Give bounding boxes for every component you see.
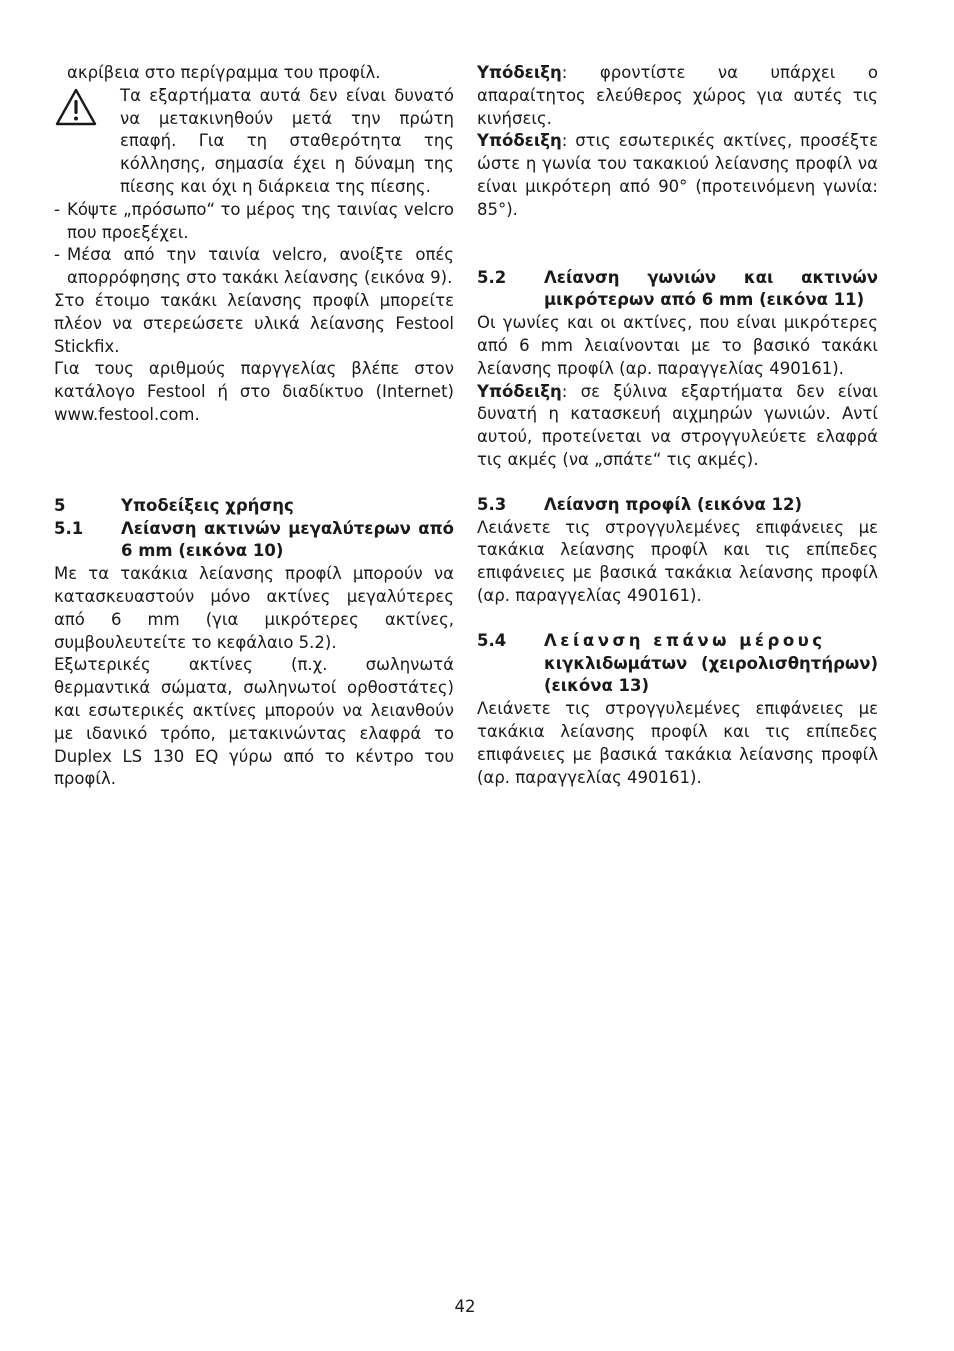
paragraph-5-2: Οι γωνίες και οι ακτίνες, που είναι μικρότερες από 6 mm λειαίνονται με το βασικό τακάκι λείανσης προφίλ (αρ. παραγγελίας 490161).: [477, 313, 878, 378]
list-item-text: Κόψτε „πρόσωπο“ το μέρος της ταινίας velcro που προεξέχει.: [67, 199, 454, 242]
section-number: 5.3: [477, 494, 507, 514]
hint-label: Υπόδειξη: [477, 63, 562, 82]
section-title: [544, 630, 878, 698]
paragraph-5-3: Λειάνετε τις στρογγυλεμένες επιφάνειες με τακάκια λείανσης προφίλ και τις επίπεδες επιφάνειες με βασικά τακάκια λείανσης προφίλ (αρ. παραγγελίας 490161).: [477, 517, 878, 605]
warning-note: [54, 85, 454, 199]
heading-section-5: [54, 495, 454, 518]
section-number: 5.2: [477, 267, 507, 287]
hint-text: : σε ξύλινα εξαρτήματα δεν είναι δυνατή η κατασκευή αιχμηρών γωνιών. Αντί αυτού, προτείνεται να στρογγυλεύετε ελαφρά τις ακμές (να „σπάτε“ τις ακμές).: [477, 381, 878, 469]
hint-text: : στις εσωτερικές ακτίνες, προσέξτε ώστε η γωνία του τακακιού λείανσης προφίλ να είναι μικρότερη από 90° (προτεινόμενη γωνία: 85°).: [477, 131, 878, 219]
warning-text: Τα εξαρτήματα αυτά δεν είναι δυνατό να μετακινηθούν μετά την πρώτη επαφή. Για τη σταθερότητα της κόλλησης, σημασία έχει η δύναμη της πίεσης και όχι η διάρκεια της πίεσης.: [120, 85, 454, 196]
list-item-text: Μέσα από την ταινία velcro, ανοίξτε οπές απορρόφησης στο τακάκι λείανσης (εικόνα 9).: [67, 245, 454, 288]
paragraph-5-1-b: Εξωτερικές ακτίνες (π.χ. σωληνωτά θερμαντικά σώματα, σωληνωτοί ορθοστάτες) και εσωτερικές ακτίνες μπορούν να λειανθούν με ιδανικό τρόπο, μετακινώντας ελαφρά το Duplex LS 130 EQ γύρω από το κέντρο του προφίλ.: [54, 655, 454, 789]
hint-label: Υπόδειξη: [477, 131, 562, 151]
list-item: - Μέσα από την ταινία velcro, ανοίξτε οπές απορρόφησης στο τακάκι λείανσης (εικόνα 9).: [54, 244, 454, 290]
section-number: 5.4: [477, 630, 507, 650]
paragraph-5-4: Λειάνετε τις στρογγυλεμένες επιφάνειες με τακάκια λείανσης προφίλ και τις επίπεδες επιφάνειες με βασικά τακάκια λείανσης προφίλ (αρ. παραγγελίας 490161).: [477, 699, 878, 787]
section-title: Υποδείξεις χρήσης: [121, 495, 294, 515]
left-column: [54, 62, 454, 791]
hint-paragraph: [477, 62, 878, 130]
section-title-line-2: κιγκλιδωμάτων (χειρολισθητήρων) (εικόνα 13): [544, 653, 878, 696]
heading-section-5-4: [477, 630, 878, 698]
paragraph-5-1-a: Με τα τακάκια λείανσης προφίλ μπορούν να κατασκευαστούν μόνο ακτίνες μεγαλύτερες από 6 mm (για μικρότερες ακτίνες, συμβουλευτείτε το κεφάλαιο 5.2).: [54, 564, 454, 652]
warning-triangle-icon: [54, 87, 98, 127]
hint-paragraph: [477, 130, 878, 221]
paragraph-order-numbers: Για τους αριθμούς παργγελίας βλέπε στον κατάλογο Festool ή στο διαδίκτυο (Internet) www.festool.com.: [54, 359, 454, 424]
list-item: - Κόψτε „πρόσωπο“ το μέρος της ταινίας velcro που προεξέχει.: [54, 199, 454, 245]
hint-label: Υπόδειξη: [477, 381, 562, 401]
hint-paragraph: [477, 381, 878, 472]
section-number: 5.1: [54, 518, 84, 538]
hint-text: : φροντίστε να υπάρχει ο απαραίτητος ελεύθερος χώρος για αυτές τις κινήσεις.: [477, 63, 878, 128]
heading-section-5-1: [54, 518, 454, 564]
section-title: Λείανση ακτινών μεγαλύτερων από 6 mm (εικόνα 10): [121, 518, 454, 561]
heading-section-5-3: [477, 494, 878, 517]
page-number: 42: [454, 1297, 476, 1316]
right-column: [477, 62, 878, 789]
section-title: Λείανση προφίλ (εικόνα 12): [544, 494, 803, 514]
intro-text: ακρίβεια στο περίγραμμα του προφίλ.: [67, 63, 381, 82]
heading-section-5-2: [477, 267, 878, 313]
section-number: 5: [54, 495, 66, 515]
section-title-line-1: Λείανση επάνω μέρους: [544, 630, 826, 650]
section-title: Λείανση γωνιών και ακτινών μικρότερων από 6 mm (εικόνα 11): [544, 267, 878, 310]
paragraph-stickfix: Στο έτοιμο τακάκι λείανσης προφίλ μπορείτε πλέον να στερεώσετε υλικά λείανσης Festool Stickfix.: [54, 290, 454, 356]
